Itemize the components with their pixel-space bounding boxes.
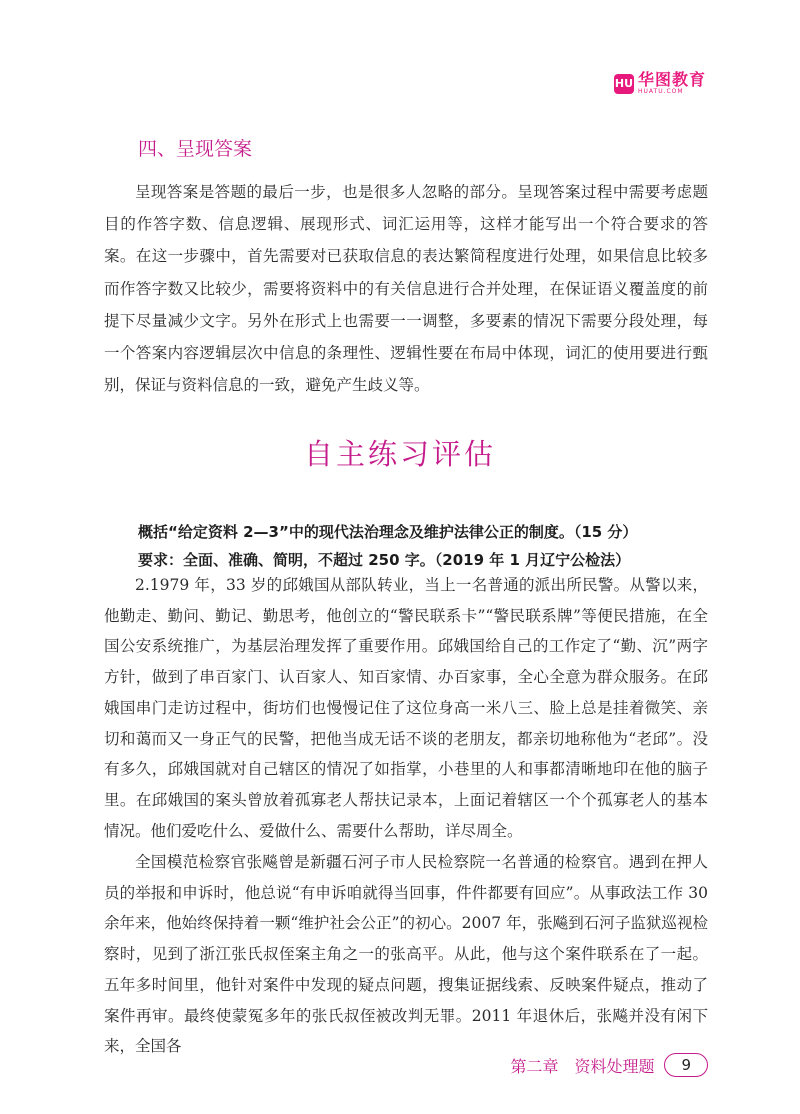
question-text: 概括“给定资料 2—3”中的现代法治理念及维护法律公正的制度。（15 分） [138,523,638,541]
requirement-text: 要求：全面、准确、简明，不超过 250 字。（2019 年 1 月辽宁公检法） [138,551,631,569]
page-number: 9 [664,1053,708,1077]
section-heading: 四、呈现答案 [138,138,253,160]
chapter-label: 第二章 资料处理题 [510,1056,655,1076]
logo-mark-icon: HU [614,74,634,94]
brand-logo [614,72,706,95]
material-paragraph: 2.1979 年，33 岁的邱娥国从部队转业，当上一名普通的派出所民警。从警以来，他勤走、勤问、勤记、勤思考，他创立的“警民联系卡”“警民联系牌”等便民措施，在全国公安系统推广，为基层治理发挥了重要作用。邱娥国给自己的工作定了“勤、沉”两字方针，做到了串百家门、认百家人、知百家情、办百家事，全心全意为群众服务。在邱娥国串门走访过程中，街坊们也慢慢记住了这位身高一米八三、脸上总是挂着微笑、亲切和蔼而又一身正气的民警，把他当成无话不谈的老朋友，都亲切地称他为“老邱”。没有多久，邱娥国就对自己辖区的情况了如指掌，小巷里的人和事都清晰地印在他的脑子里。在邱娥国的案头曾放着孤寡老人帮扶记录本，上面记着辖区一个个孤寡老人的基本情况。他们爱吃什么、爱做什么、需要什么帮助，详尽周全。 [104,576,708,840]
page-footer [510,1053,708,1077]
practice-title: 自主练习评估 [303,437,496,471]
section-paragraph: 呈现答案是答题的最后一步，也是很多人忽略的部分。呈现答案过程中需要考虑题目的作答字数、信息逻辑、展现形式、词汇运用等，这样才能写出一个符合要求的答案。在这一步骤中，首先需要对已获取信息的表达繁简程度进行处理，如果信息比较多而作答字数又比较少，需要将资料中的有关信息进行合并处理，在保证语义覆盖度的前提下尽量减少文字。另外在形式上也需要一一调整，多要素的情况下需要分段处理，每一个答案内容逻辑层次中信息的条理性、逻辑性要在布局中体现，词汇的使用要进行甄别，保证与资料信息的一致，避免产生歧义等。 [104,183,708,395]
logo-url: HUATU.COM [637,88,684,95]
logo-name: 华图教育 [637,70,706,89]
logo-text [638,72,706,95]
material-paragraph: 全国模范检察官张飚曾是新疆石河子市人民检察院一名普通的检察官。遇到在押人员的举报和申诉时，他总说“有申诉咱就得当回事，件件都要有回应”。从事政法工作 30 余年来，他始终保持着一颗“维护社会公正”的初心。2007 年，张飚到石河子监狱巡视检察时，见到了浙江张氏叔侄案主角之一的张高平。从此，他与这个案件联系在了一起。五年多时间里，他针对案件中发现的疑点问题，搜集证据线索、反映案件疑点，推动了案件再审。最终使蒙冤多年的张氏叔侄被改判无罪。2011 年退休后，张飚并没有闲下来，全国各 [104,853,708,1056]
